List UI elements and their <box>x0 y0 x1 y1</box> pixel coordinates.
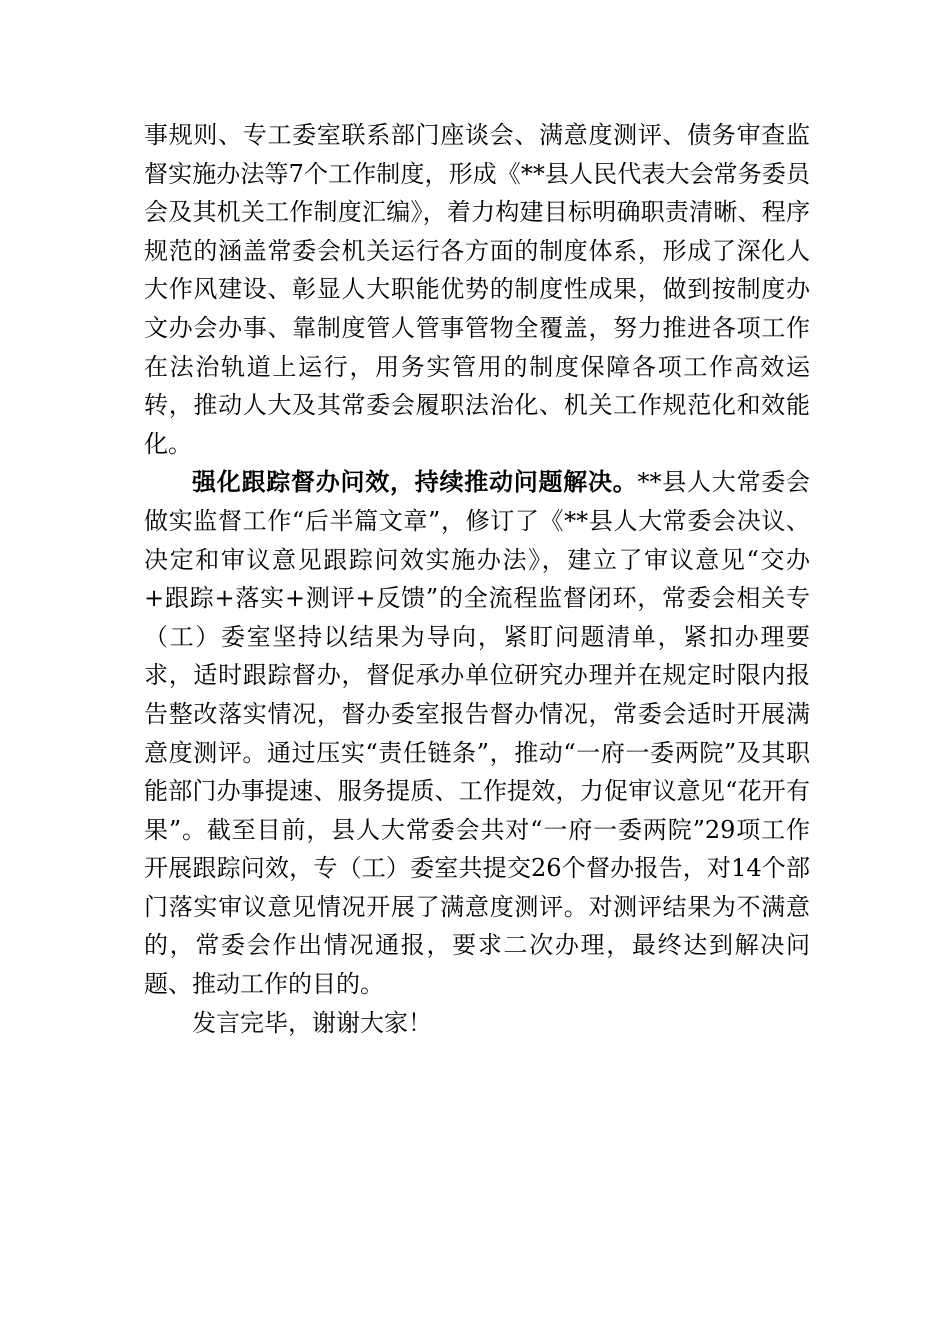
closing-remark: 发言完毕，谢谢大家！ <box>192 1008 432 1037</box>
paragraph-body-text: **县人大常委会做实监督工作“后半篇文章”，修订了《**县人大常委会决议、决定和审议意见跟踪问效实施办法》，建立了审议意见“交办+跟踪+落实+测评+反馈”的全流程监督闭环，常委会相关专（工）委室坚持以结果为导向，紧盯问题清单，紧扣办理要求，适时跟踪督办，督促承办单位研究办理并在规定时限内报告整改落实情况，督办委室报告督办情况，常委会适时开展满意度测评。通过压实“责任链条”，推动“一府一委两院”及其职能部门办事提速、服务提质、工作提效，力促审议意见“花开有果”。截至目前，县人大常委会共对“一府一委两院”29项工作开展跟踪问效，专（工）委室共提交26个督办报告，对14个部门落实审议意见情况开展了满意度测评。对测评结果为不满意的，常委会作出情况通报，要求二次办理，最终达到解决问题、推动工作的目的。 <box>144 468 810 999</box>
paragraph-continuation: 事规则、专工委室联系部门座谈会、满意度测评、债务审查监督实施办法等7个工作制度，形成《**县人民代表大会常务委员会及其机关工作制度汇编》，着力构建目标明确职责清晰、程序规范的涵盖常委会机关运行各方面的制度体系，形成了深化人大作风建设、彰显人大职能优势的制度性成果，做到按制度办文办会办事、靠制度管人管事管物全覆盖，努力推进各项工作在法治轨道上运行，用务实管用的制度保障各项工作高效运转，推动人大及其常委会履职法治化、机关工作规范化和效能化。 <box>144 121 810 458</box>
document-body <box>144 116 810 1042</box>
paragraph-follow-up-supervision <box>144 463 810 1003</box>
paragraph-lead-heading: 强化跟踪督办问效，持续推动问题解决。 <box>192 468 638 497</box>
